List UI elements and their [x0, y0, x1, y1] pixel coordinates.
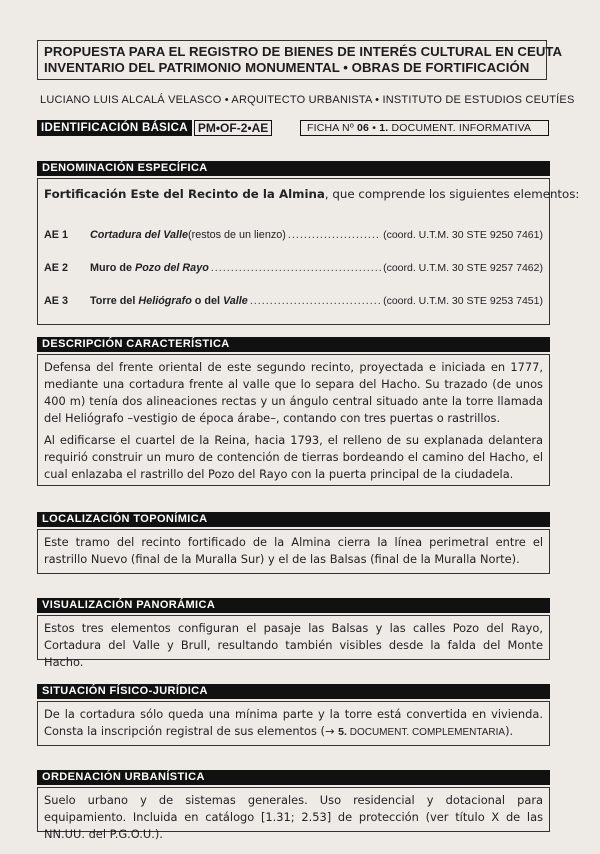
denominacion-name: Fortificación Este del Recinto de la Almina	[44, 187, 325, 201]
element-code: AE 2	[44, 262, 69, 274]
visualizacion-text: Estos tres elementos configuran el pasaje las Balsas y las calles Pozo del Rayo, Cortadura del Valle y Brull, resultando también visibles desde la falda del Monte Hacho.	[44, 621, 543, 669]
denominacion-intro	[44, 186, 580, 203]
ficha-prefix: FICHA Nº	[307, 122, 354, 134]
section-box-localizacion	[37, 529, 550, 574]
element-row	[44, 293, 543, 310]
section-title-localizacion: LOCALIZACIÓN TOPONÍMICA	[37, 512, 550, 527]
ordenacion-text: Suelo urbano y de sistemas generales. Uso residencial y dotacional para equipamiento. Incluida en catálogo [1.31; 2.53] de protección (ver título X de las NN.UU. del P.G.O.U.).	[44, 793, 543, 841]
identification-code: PM•OF-2•AE	[194, 120, 272, 136]
element-row	[44, 227, 543, 244]
section-title-denominacion: DENOMINACIÓN ESPECÍFICA	[37, 161, 550, 176]
section-box-ordenacion	[37, 787, 550, 841]
identification-row	[37, 120, 272, 136]
element-coordinates: (coord. U.T.M. 30 STE 9250 7461)	[383, 229, 543, 241]
descripcion-paragraph-1: Defensa del frente oriental de este segundo recinto, proyectada e iniciada en 1777, mediante una cortadura frente al valle que lo separa del Hacho. Su trazado (de unos 400 m) tenía dos alineaciones rectas y un ángulo central situado ante la torre llamada del Heliógrafo –vestigio de época árabe–, contando con tres puertas o rastrillos.	[44, 360, 543, 425]
identification-label: IDENTIFICACIÓN BÁSICA	[37, 120, 192, 136]
section-box-denominacion	[37, 178, 580, 325]
ficha-separator: •	[372, 122, 377, 134]
denominacion-intro-rest: , que comprende los siguientes elementos:	[324, 187, 580, 201]
header-line-2: INVENTARIO DEL PATRIMONIO MONUMENTAL • OBRAS DE FORTIFICACIÓN	[44, 60, 530, 75]
section-title-ordenacion: ORDENACIÓN URBANÍSTICA	[37, 770, 550, 785]
ficha-number: 06	[356, 122, 370, 134]
situacion-text: De la cortadura sólo queda una mínima parte y la torre está convertida en vivienda. Consta la inscripción registral de sus elementos (→ 5. DOCUMENT. COMPLEMENTARIA).	[44, 707, 543, 738]
leader-dots	[250, 293, 381, 310]
section-title-descripcion: DESCRIPCIÓN CARACTERÍSTICA	[37, 337, 550, 352]
element-name: Torre del Heliógrafo o del Valle	[90, 295, 248, 307]
document-number: 1.	[379, 122, 389, 134]
descripcion-paragraph-2: Al edificarse el cuartel de la Reina, hacia 1793, el relleno de su explanada delantera requirió construir un muro de contención de tierras bordeando el camino del Hacho, el cual enlazaba el rastrillo del Pozo del Rayo con la puerta principal de la ciudadela.	[44, 433, 543, 481]
document-label: DOCUMENT. INFORMATIVA	[391, 122, 532, 134]
header-line-1: PROPUESTA PARA EL REGISTRO DE BIENES DE INTERÉS CULTURAL EN CEUTA	[44, 44, 563, 59]
element-code: AE 3	[44, 295, 69, 307]
document-header	[37, 40, 563, 80]
author-line: LUCIANO LUIS ALCALÁ VELASCO • ARQUITECTO URBANISTA • INSTITUTO DE ESTUDIOS CEUTÍES	[40, 94, 575, 106]
section-box-situacion	[37, 701, 550, 746]
element-code: AE 1	[44, 229, 69, 241]
element-note: (restos de un lienzo)	[188, 229, 286, 241]
element-row	[44, 260, 543, 277]
element-coordinates: (coord. U.T.M. 30 STE 9257 7462)	[383, 262, 543, 274]
element-coordinates: (coord. U.T.M. 30 STE 9253 7451)	[383, 295, 543, 307]
ficha-box	[300, 120, 549, 136]
section-title-situacion: SITUACIÓN FÍSICO-JURÍDICA	[37, 684, 550, 699]
element-name: Cortadura del Valle	[90, 229, 188, 241]
leader-dots	[211, 260, 381, 277]
reference-label: DOCUMENT. COMPLEMENTARIA	[346, 727, 506, 738]
element-name: Muro de Pozo del Rayo	[90, 262, 209, 274]
leader-dots	[288, 227, 381, 244]
reference-number: 5.	[338, 726, 347, 738]
section-box-descripcion	[37, 354, 550, 486]
localizacion-text: Este tramo del recinto fortificado de la Almina cierra la línea perimetral entre el rastrillo Nuevo (final de la Muralla Sur) y el de las Balsas (final de la Muralla Norte).	[44, 535, 543, 566]
section-box-visualizacion	[37, 615, 550, 669]
section-title-visualizacion: VISUALIZACIÓN PANORÁMICA	[37, 598, 550, 613]
